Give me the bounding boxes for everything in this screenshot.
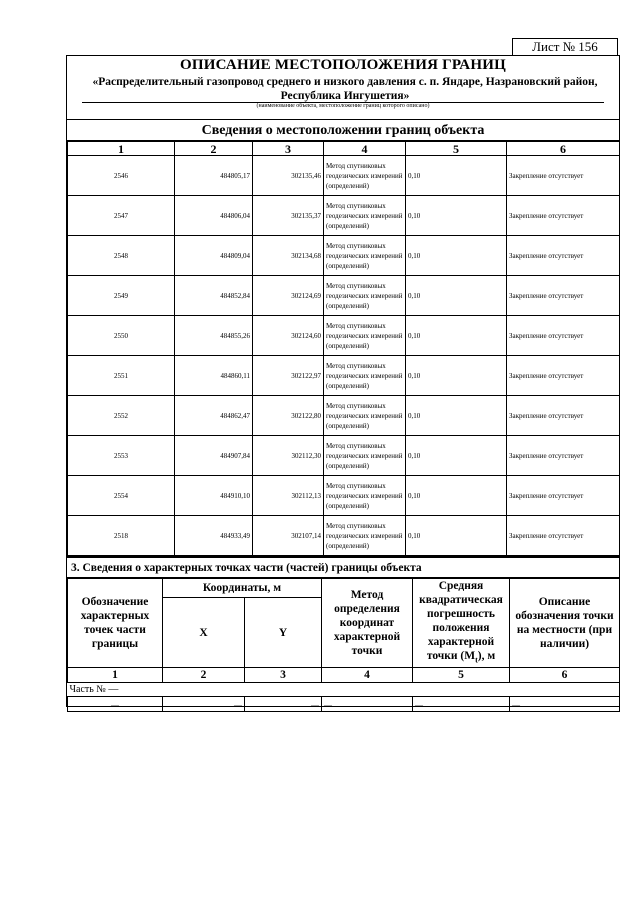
description: Закрепление отсутствует: [507, 436, 620, 476]
col-num-1: 1: [68, 668, 163, 683]
coord-y: 302135,37: [253, 196, 324, 236]
coord-x: 484852,84: [175, 276, 253, 316]
point-number: 2554: [68, 476, 175, 516]
table-row: [68, 436, 620, 476]
description: Закрепление отсутствует: [507, 196, 620, 236]
point-number: 2546: [68, 156, 175, 196]
coord-x: 484806,04: [175, 196, 253, 236]
description: Закрепление отсутствует: [507, 236, 620, 276]
accuracy: 0,10: [406, 396, 507, 436]
accuracy: 0,10: [406, 276, 507, 316]
table-row: [68, 396, 620, 436]
coord-x: 484907,84: [175, 436, 253, 476]
accuracy: 0,10: [406, 436, 507, 476]
coord-x: 484860,11: [175, 356, 253, 396]
method: Метод спутниковых геодезических измерений (определений): [324, 236, 406, 276]
point-number: 2547: [68, 196, 175, 236]
table-row: [68, 156, 620, 196]
coord-x: 484855,26: [175, 316, 253, 356]
header-method: Метод определения координат характерной точки: [322, 579, 413, 668]
coord-x: 484910,10: [175, 476, 253, 516]
description: Закрепление отсутствует: [507, 476, 620, 516]
accuracy: 0,10: [406, 196, 507, 236]
coord-y: 302112,13: [253, 476, 324, 516]
method: Метод спутниковых геодезических измерений (определений): [324, 156, 406, 196]
description: Закрепление отсутствует: [507, 276, 620, 316]
method: Метод спутниковых геодезических измерений (определений): [324, 516, 406, 556]
dash-cell: —: [68, 697, 163, 712]
col-num-5: 5: [413, 668, 510, 683]
accuracy: 0,10: [406, 156, 507, 196]
coord-y: 302124,69: [253, 276, 324, 316]
table-row: [68, 476, 620, 516]
description: Закрепление отсутствует: [507, 516, 620, 556]
table-row: [68, 516, 620, 556]
section-title: Сведения о местоположении границ объекта: [67, 119, 619, 141]
object-name: «Распределительный газопровод среднего и низкого давления с. п. Яндаре, Назрановский район, Республика Ингушетия»: [92, 76, 598, 102]
col-header-1: 1: [68, 142, 175, 156]
table-row: [68, 236, 620, 276]
dash-cell: —: [163, 697, 245, 712]
table-row: [68, 316, 620, 356]
accuracy: 0,10: [406, 236, 507, 276]
point-number: 2553: [68, 436, 175, 476]
boundary-points-table: [67, 141, 620, 556]
table-header-row: [68, 142, 620, 156]
accuracy: 0,10: [406, 356, 507, 396]
col-header-3: 3: [253, 142, 324, 156]
point-number: 2550: [68, 316, 175, 356]
accuracy: 0,10: [406, 316, 507, 356]
description: Закрепление отсутствует: [507, 156, 620, 196]
coord-y: 302135,46: [253, 156, 324, 196]
dash-cell: —: [322, 697, 413, 712]
point-number: 2548: [68, 236, 175, 276]
object-name-caption: (наименование объекта, местоположение границ которого описано): [256, 103, 430, 109]
method: Метод спутниковых геодезических измерений (определений): [324, 316, 406, 356]
dash-cell: —: [413, 697, 510, 712]
header-accuracy: Средняя квадратическая погрешность положения характерной точки $(М_t)$, м: [413, 579, 510, 668]
col-header-2: 2: [175, 142, 253, 156]
point-number: 2518: [68, 516, 175, 556]
coord-y: 302107,14: [253, 516, 324, 556]
accuracy: 0,10: [406, 476, 507, 516]
table2-col-numbers: [68, 668, 620, 683]
point-number: 2551: [68, 356, 175, 396]
part-points-table: [67, 578, 620, 712]
coord-x: 484809,04: [175, 236, 253, 276]
col-num-4: 4: [322, 668, 413, 683]
document-title: ОПИСАНИЕ МЕСТОПОЛОЖЕНИЯ ГРАНИЦ: [180, 57, 506, 73]
method: Метод спутниковых геодезических измерений (определений): [324, 476, 406, 516]
table-row: [68, 196, 620, 236]
point-number: 2552: [68, 396, 175, 436]
coord-x: 484933,49: [175, 516, 253, 556]
table-row: [68, 697, 620, 712]
col-header-5: 5: [406, 142, 507, 156]
header-y: Y: [245, 598, 322, 668]
point-number: 2549: [68, 276, 175, 316]
table-row: [68, 276, 620, 316]
coord-x: 484862,47: [175, 396, 253, 436]
description: Закрепление отсутствует: [507, 316, 620, 356]
col-header-4: 4: [324, 142, 406, 156]
col-num-3: 3: [245, 668, 322, 683]
description: Закрепление отсутствует: [507, 396, 620, 436]
header-x: X: [163, 598, 245, 668]
method: Метод спутниковых геодезических измерений (определений): [324, 356, 406, 396]
col-header-6: 6: [507, 142, 620, 156]
method: Метод спутниковых геодезических измерений (определений): [324, 436, 406, 476]
dash-cell: —: [510, 697, 620, 712]
header-coordinates: Координаты, м: [163, 579, 322, 598]
header-description: Описание обозначения точки на местности (при наличии): [510, 579, 620, 668]
coord-x: 484805,17: [175, 156, 253, 196]
coord-y: 302124,60: [253, 316, 324, 356]
table-row: [68, 356, 620, 396]
sheet-number: Лист № 156: [512, 38, 618, 56]
coord-y: 302134,68: [253, 236, 324, 276]
coord-y: 302122,97: [253, 356, 324, 396]
accuracy: 0,10: [406, 516, 507, 556]
col-num-2: 2: [163, 668, 245, 683]
part-label: Часть № —: [68, 683, 620, 697]
method: Метод спутниковых геодезических измерений (определений): [324, 396, 406, 436]
method: Метод спутниковых геодезических измерений (определений): [324, 276, 406, 316]
coord-y: 302122,80: [253, 396, 324, 436]
description: Закрепление отсутствует: [507, 356, 620, 396]
header-designation: Обозначение характерных точек части границы: [68, 579, 163, 668]
col-num-6: 6: [510, 668, 620, 683]
part-row: [68, 683, 620, 697]
section-3-title: 3. Сведения о характерных точках части (частей) границы объекта: [67, 556, 619, 578]
coord-y: 302112,30: [253, 436, 324, 476]
dash-cell: —: [245, 697, 322, 712]
method: Метод спутниковых геодезических измерений (определений): [324, 196, 406, 236]
table2-header-row: [68, 579, 620, 598]
